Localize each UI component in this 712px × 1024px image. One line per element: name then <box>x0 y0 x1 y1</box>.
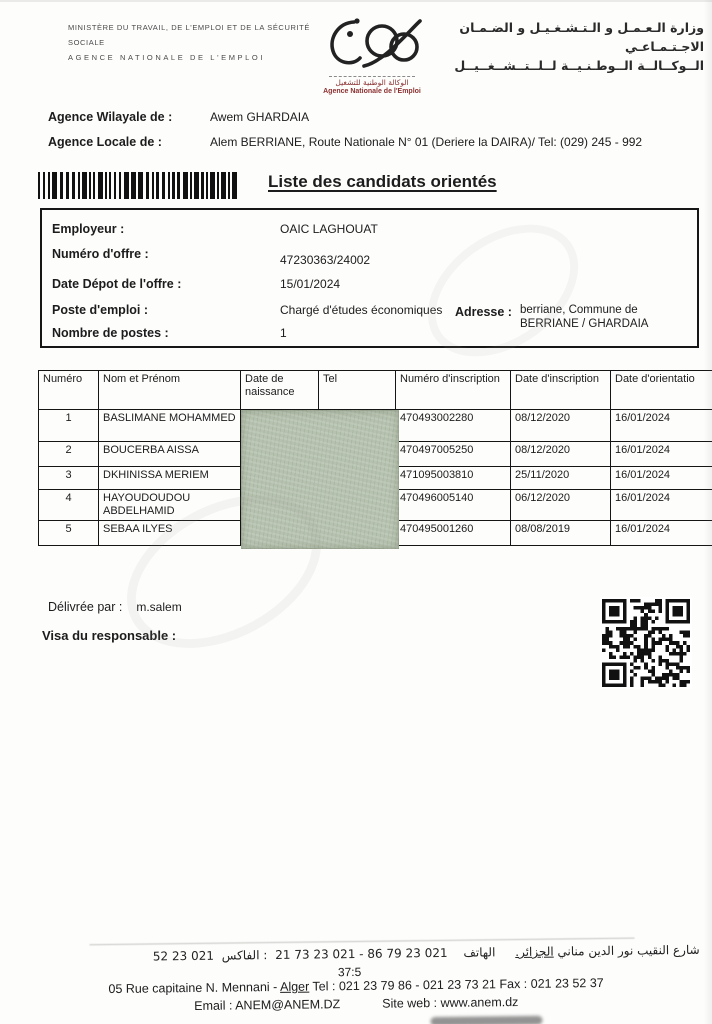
scan-smudge <box>430 1016 542 1024</box>
footer-ar-city: الجزائر. <box>515 944 554 960</box>
ministry-line2: AGENCE NATIONALE DE L'EMPLOI <box>68 53 266 62</box>
table-header-row <box>39 371 712 410</box>
cell-nom: BOUCERBA AISSA <box>99 442 241 467</box>
ministry-ar-line2: الــوكــالــة الــوطـنـيــة لــلــتــشــغــيــل <box>454 58 704 73</box>
footer-fr-pre: 05 Rue capitaine N. Mennani - <box>108 979 281 997</box>
agence-wilayale-value: Awem GHARDAIA <box>210 110 310 124</box>
cell-numero: 3 <box>39 467 99 490</box>
cell-date-inscription: 25/11/2020 <box>511 467 611 490</box>
cell-inscription: 471095003810 <box>396 467 511 490</box>
cell-numero: 5 <box>39 521 99 546</box>
col-date-inscription: Date d'inscription <box>511 371 611 410</box>
cell-date-inscription: 08/08/2019 <box>511 521 611 546</box>
cell-inscription: 470493002280 <box>396 410 511 442</box>
cell-nom: HAYOUDOUDOU ABDELHAMID <box>99 490 241 521</box>
employeur-label: Employeur : <box>52 222 125 236</box>
footer-ar-fax-number: 021 23 52 <box>152 948 215 964</box>
ministry-ar-line1: وزارة الـعـمـل و الـتـشـغـيـل و الضـمـان الاجـتـمـاعـي <box>459 20 704 54</box>
adresse-value: berriane, Commune de BERRIANE / GHARDAIA <box>520 304 649 330</box>
logo-divider <box>329 76 415 77</box>
cell-date-orientation: 16/01/2024 <box>611 490 712 521</box>
logo-caption: Agence Nationale de l'Emploi <box>323 88 421 95</box>
poste-emploi-label: Poste d'emploi : <box>52 303 149 317</box>
cell-date-orientation: 16/01/2024 <box>611 442 712 467</box>
col-numero: Numéro <box>39 371 99 410</box>
adresse-label: Adresse : <box>455 305 512 319</box>
cell-inscription: 470497005250 <box>396 442 511 467</box>
footer-ar-phone-numbers: 021 23 79 86 - 021 23 73 21 <box>275 945 448 962</box>
qr-code-canvas <box>602 599 690 687</box>
ministry-header-ar <box>442 18 704 75</box>
poste-emploi-value: Chargé d'études économiques <box>280 303 443 317</box>
visa-responsable-label: Visa du responsable : <box>42 628 177 643</box>
cell-inscription: 470495001260 <box>396 521 511 546</box>
footer-ar-phone-label: الهاتف <box>463 945 496 960</box>
logo-arabic-text: الوكالة الوطنية للتشغيل <box>335 78 409 87</box>
footer-contact-line <box>20 993 692 1015</box>
anem-logo-block <box>316 14 428 96</box>
qr-code <box>600 597 692 689</box>
col-numero-inscription: Numéro d'inscription <box>396 371 511 410</box>
numero-offre-value: 47230363/24002 <box>280 253 371 267</box>
cell-date-inscription: 06/12/2020 <box>511 490 611 521</box>
nombre-postes-label: Nombre de postes : <box>52 326 169 340</box>
date-depot-value: 15/01/2024 <box>280 277 341 291</box>
agence-locale-value: Alem BERRIANE, Route Nationale N° 01 (Deriere la DAIRA)/ Tel: (029) 245 - 992 <box>210 135 643 149</box>
footer-fragment: 37:5 <box>337 964 362 980</box>
page-title: Liste des candidats orientés <box>268 172 497 191</box>
scan-edge <box>0 0 712 2</box>
numero-offre-label: Numéro d'offre : <box>52 247 149 261</box>
footer <box>0 934 712 1024</box>
col-date-orientation: Date d'orientatio <box>611 371 712 410</box>
cell-nom: DKHINISSA MERIEM <box>99 467 241 490</box>
cell-nom: SEBAA ILYES <box>99 521 241 546</box>
agence-wilayale-label: Agence Wilayale de : <box>48 110 173 124</box>
footer-ar-fax-label: : الفاكس <box>221 948 268 963</box>
footer-fr-post: Tel : 021 23 79 86 - 021 23 73 21 Fax : 021 23 52 37 <box>309 975 604 994</box>
agence-locale-label: Agence Locale de : <box>48 135 162 149</box>
delivree-par-value: m.salem <box>136 600 182 614</box>
anem-logo-icon <box>320 14 424 70</box>
employeur-value: OAIC LAGHOUAT <box>280 222 378 236</box>
footer-fr-city: Alger <box>279 979 310 994</box>
footer-site-web: Site web : www.anem.dz <box>382 995 519 1011</box>
nombre-postes-value: 1 <box>280 326 287 340</box>
footer-arabic-line <box>50 943 700 965</box>
cell-date-orientation: 16/01/2024 <box>611 521 712 546</box>
col-nom-prenom: Nom et Prénom <box>99 371 241 410</box>
cell-date-orientation: 16/01/2024 <box>611 467 712 490</box>
delivree-par-label: Délivrée par : <box>48 600 123 614</box>
cell-date-inscription: 08/12/2020 <box>511 410 611 442</box>
cell-date-orientation: 16/01/2024 <box>611 410 712 442</box>
cell-numero: 2 <box>39 442 99 467</box>
col-tel: Tel <box>319 371 396 410</box>
cell-inscription: 470496005140 <box>396 490 511 521</box>
cell-date-inscription: 08/12/2020 <box>511 442 611 467</box>
cell-numero: 1 <box>39 410 99 442</box>
barcode <box>38 172 241 199</box>
footer-ar-street: شارع النقيب نور الدين مناني <box>557 942 700 959</box>
offer-info-box <box>40 208 699 348</box>
footer-email: Email : ANEM@ANEM.DZ <box>194 997 341 1013</box>
scan-edge <box>704 0 712 1024</box>
ministry-header-fr <box>68 20 318 65</box>
col-date-naissance: Date de naissance <box>241 371 319 410</box>
cell-nom: BASLIMANE MOHAMMED <box>99 410 241 442</box>
ministry-line1: MINISTÈRE DU TRAVAIL, DE L'EMPLOI ET DE LA SÉCURITÉ SOCIALE <box>68 23 310 47</box>
cell-numero: 4 <box>39 490 99 521</box>
date-depot-label: Date Dépot de l'offre : <box>52 277 182 291</box>
